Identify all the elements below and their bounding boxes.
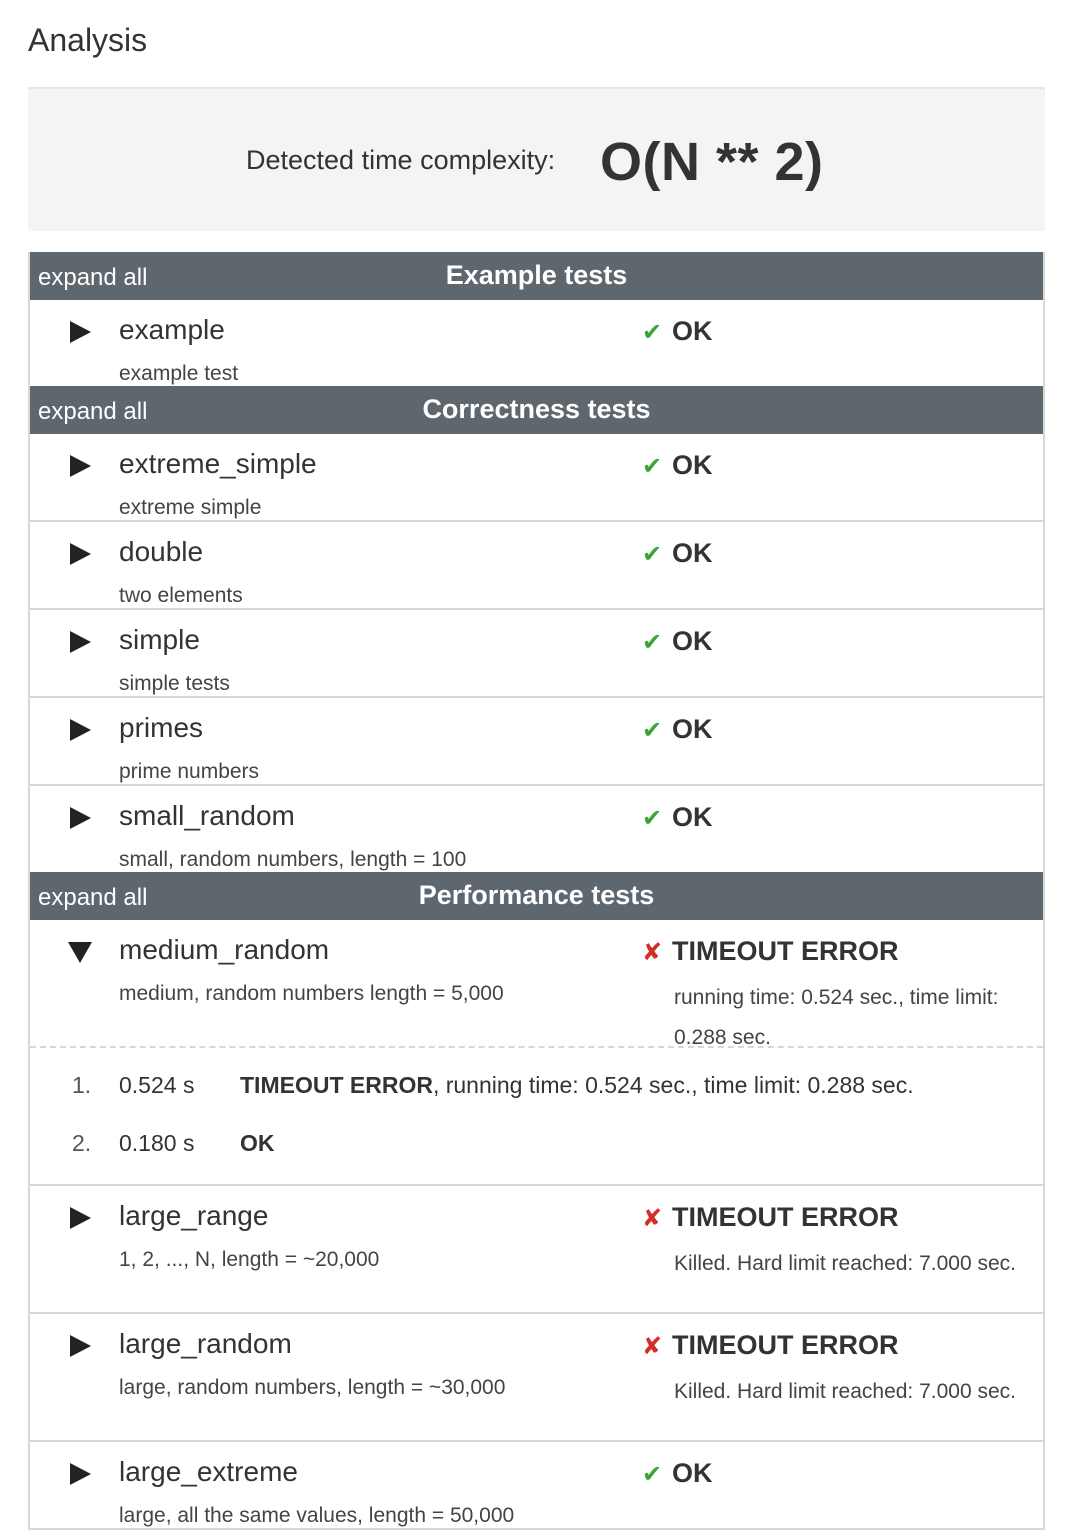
expand-triangle-icon[interactable] [68, 1334, 92, 1358]
status-text: OK [672, 714, 713, 744]
test-desc: large, random numbers, length = ~30,000 [119, 1376, 506, 1399]
cross-icon: ✘ [642, 1205, 663, 1232]
test-desc: small, random numbers, length = 100 [119, 848, 467, 871]
collapse-triangle-icon[interactable] [68, 940, 92, 964]
expand-triangle-icon[interactable] [68, 1206, 92, 1230]
test-name: large_range [119, 1200, 269, 1231]
expand-triangle-icon[interactable] [68, 320, 92, 344]
test-desc: example test [119, 362, 239, 385]
expand-all-link[interactable]: expand all [38, 398, 148, 425]
test-row-large-random [30, 1314, 1043, 1442]
expand-all-link[interactable]: expand all [38, 264, 148, 291]
test-desc: prime numbers [119, 760, 260, 783]
status-text: OK [672, 626, 713, 656]
run-number: 2. [72, 1130, 92, 1156]
test-name: double [119, 536, 204, 567]
group-title: Performance tests [418, 880, 655, 910]
test-status [642, 316, 713, 347]
test-row-primes [30, 698, 1043, 786]
test-desc: large, all the same values, length = 50,000 [119, 1504, 515, 1527]
test-row-extreme-simple [30, 434, 1043, 522]
group-header-example [30, 252, 1043, 300]
test-desc: two elements [119, 584, 243, 607]
run-time: 0.524 s [119, 1072, 195, 1098]
status-text: TIMEOUT ERROR [672, 936, 899, 966]
complexity-label: Detected time complexity: [246, 145, 556, 175]
test-name: medium_random [119, 934, 330, 965]
run-message-text: , running time: 0.524 sec., time limit: 0.288 sec. [432, 1072, 914, 1098]
expand-triangle-icon[interactable] [68, 630, 92, 654]
run-result: TIMEOUT ERROR [240, 1072, 433, 1098]
complexity-panel [28, 87, 1045, 231]
test-row-medium-random [30, 920, 1043, 1186]
test-status [642, 802, 713, 833]
run-result: OK [240, 1130, 275, 1156]
group-title: Correctness tests [422, 394, 651, 424]
group-header-correctness [30, 386, 1043, 434]
run-time: 0.180 s [119, 1130, 195, 1156]
test-desc: 1, 2, ..., N, length = ~20,000 [119, 1248, 380, 1271]
page-title: Analysis [28, 22, 148, 58]
test-name: example [119, 314, 225, 345]
test-status [642, 626, 713, 657]
test-row-large-extreme [30, 1442, 1043, 1528]
test-row-large-range [30, 1186, 1043, 1314]
test-status [642, 450, 713, 481]
test-row-small-random [30, 786, 1043, 872]
status-text: OK [672, 1458, 713, 1488]
test-row-double [30, 522, 1043, 610]
run-number: 1. [72, 1072, 92, 1098]
status-text: TIMEOUT ERROR [672, 1330, 899, 1360]
test-status [642, 1458, 713, 1489]
test-name: primes [119, 712, 204, 743]
expand-triangle-icon[interactable] [68, 806, 92, 830]
test-desc: medium, random numbers length = 5,000 [119, 982, 504, 1005]
test-name: small_random [119, 800, 295, 831]
check-icon: ✔ [642, 319, 663, 346]
test-status [642, 1202, 899, 1233]
check-icon: ✔ [642, 717, 663, 744]
test-row-example [30, 300, 1043, 386]
expand-all-link[interactable]: expand all [38, 884, 148, 911]
test-name: simple [119, 624, 200, 655]
cross-icon: ✘ [642, 939, 663, 966]
status-text: TIMEOUT ERROR [672, 1202, 899, 1232]
status-text: OK [672, 450, 713, 480]
test-status [642, 714, 713, 745]
test-desc: extreme simple [119, 496, 262, 519]
check-icon: ✔ [642, 541, 663, 568]
cross-icon: ✘ [642, 1333, 663, 1360]
test-name: large_random [119, 1328, 292, 1359]
test-status [642, 1330, 899, 1361]
test-name: large_extreme [119, 1456, 298, 1487]
status-text: OK [672, 538, 713, 568]
test-row-simple [30, 610, 1043, 698]
status-detail: running time: 0.524 sec., time limit: 0.288 sec. [674, 986, 999, 1049]
status-detail: Killed. Hard limit reached: 7.000 sec. [674, 1252, 1016, 1275]
run-message [240, 1130, 275, 1157]
check-icon: ✔ [642, 1461, 663, 1488]
expand-triangle-icon[interactable] [68, 454, 92, 478]
test-name: extreme_simple [119, 448, 317, 479]
test-run-details [30, 1046, 1043, 1184]
status-text: OK [672, 802, 713, 832]
expand-triangle-icon[interactable] [68, 1462, 92, 1486]
check-icon: ✔ [642, 453, 663, 480]
status-detail: Killed. Hard limit reached: 7.000 sec. [674, 1380, 1016, 1403]
check-icon: ✔ [642, 805, 663, 832]
status-text: OK [672, 316, 713, 346]
test-desc: simple tests [119, 672, 230, 695]
expand-triangle-icon[interactable] [68, 542, 92, 566]
test-status [642, 538, 713, 569]
complexity-value: O(N ** 2) [600, 132, 824, 192]
test-results-table [28, 252, 1045, 1530]
test-status [642, 936, 899, 967]
group-header-performance [30, 872, 1043, 920]
run-message [240, 1072, 914, 1099]
check-icon: ✔ [642, 629, 663, 656]
expand-triangle-icon[interactable] [68, 718, 92, 742]
group-title: Example tests [445, 260, 628, 290]
